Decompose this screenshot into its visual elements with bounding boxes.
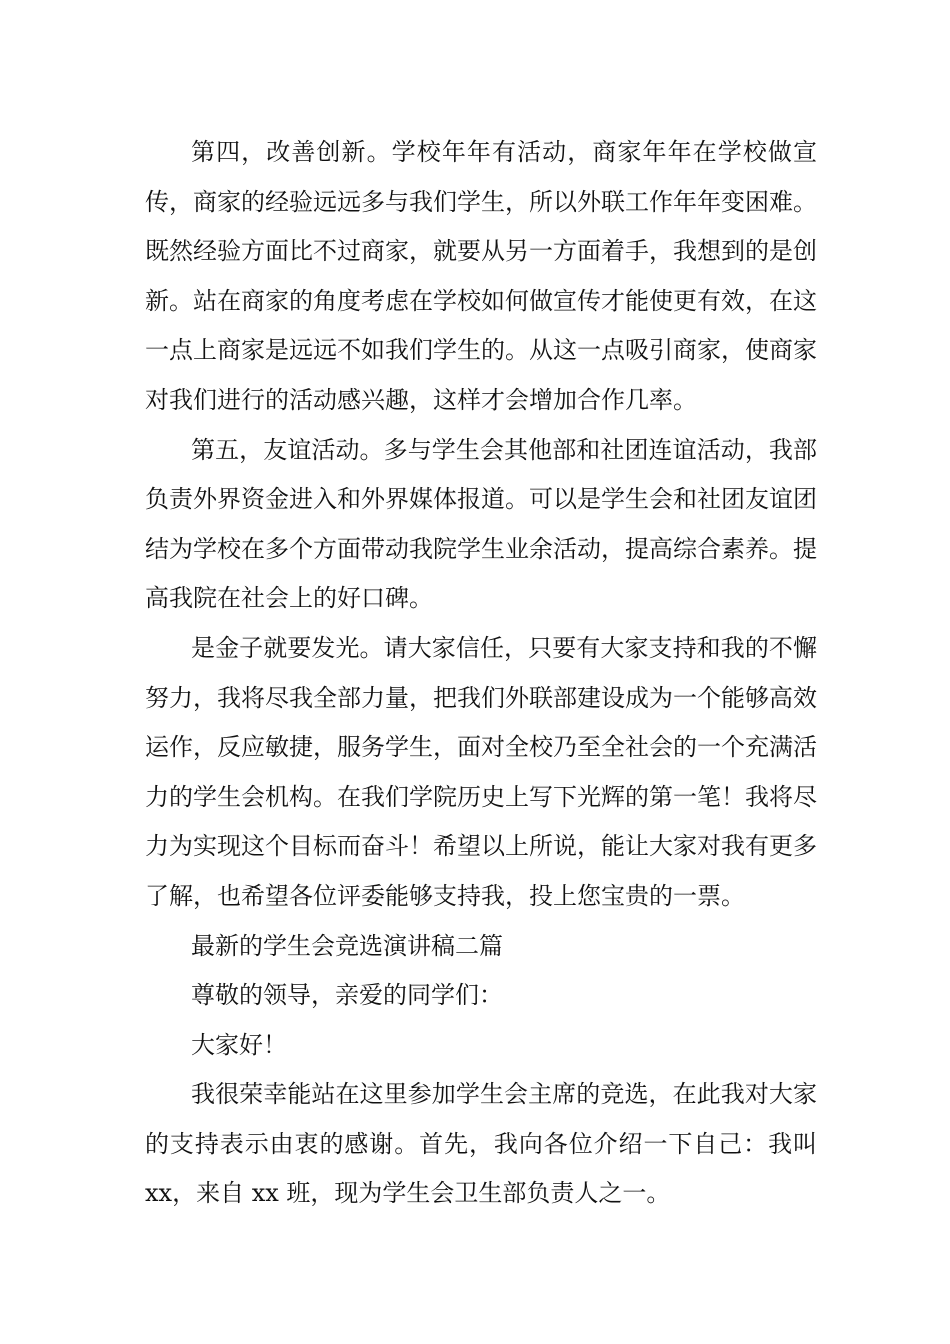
document-body [145,128,817,1219]
paragraph-introduction: 我很荣幸能站在这里参加学生会主席的竞选，在此我对大家的支持表示由衷的感谢。首先，我向各位介绍一下自己：我叫 xx，来自 xx 班，现为学生会卫生部负责人之一。 [145,1080,817,1208]
greeting: 大家好！ [191,1030,287,1059]
paragraph-innovation: 第四，改善创新。学校年年有活动，商家年年在学校做宣传，商家的经验远远多与我们学生，所以外联工作年年变困难。既然经验方面比不过商家，就要从另一方面着手，我想到的是创新。站在商家的角度考虑在学校如何做宣传才能使更有效，在这一点上商家是远远不如我们学生的。从这一点吸引商家，使商家对我们进行的活动感兴趣，这样才会增加合作几率。 [145,138,817,414]
salutation: 尊敬的领导，亲爱的同学们： [191,981,503,1010]
paragraph-closing: 是金子就要发光。请大家信任，只要有大家支持和我的不懈努力，我将尽我全部力量，把我们外联部建设成为一个能够高效运作，反应敏捷，服务学生，面对全校乃至全社会的一个充满活力的学生会机构。在我们学院历史上写下光辉的第一笔！我将尽力为实现这个目标而奋斗！希望以上所说，能让大家对我有更多了解，也希望各位评委能够支持我，投上您宝贵的一票。 [145,633,817,910]
section-title: 最新的学生会竞选演讲稿二篇 [191,931,503,960]
paragraph-friendship: 第五，友谊活动。多与学生会其他部和社团连谊活动，我部负责外界资金进入和外界媒体报道。可以是学生会和社团友谊团结为学校在多个方面带动我院学生业余活动，提高综合素养。提高我院在社会上的好口碑。 [145,435,817,613]
